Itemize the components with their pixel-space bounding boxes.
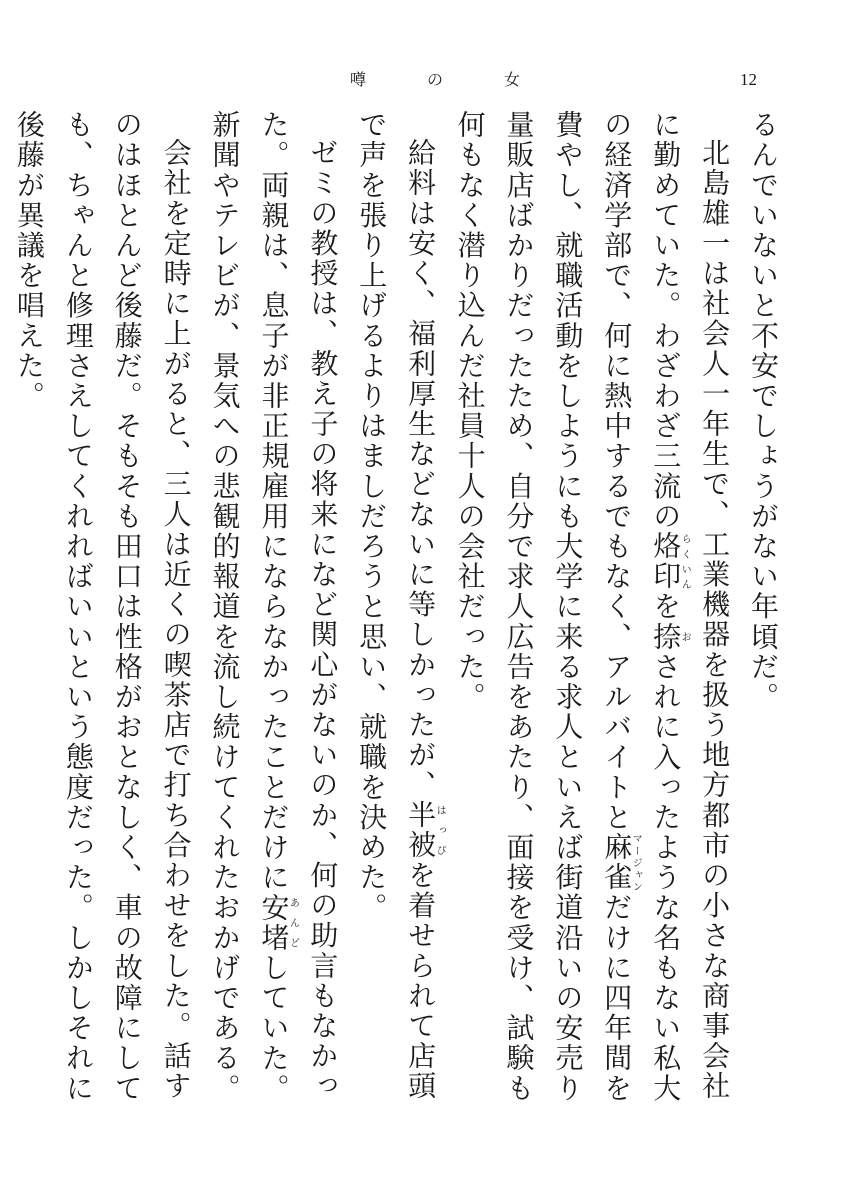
paragraph: [445, 110, 738, 1115]
text-run: していた。新聞やテレビが、景気への悲観的報道を流し続けてくれたおかげである。: [208, 110, 291, 1104]
ruby-word: [404, 800, 446, 861]
ruby-word: [649, 621, 691, 652]
paragraph: [200, 110, 347, 1115]
paragraph-text: 会社を定時に上がると、三人は近くの喫茶店で打ち合わせをした。話すのはほとんど後藤だ。そもそも田口は性格がおとなしく、車の故障にしても、ちゃんと修理さえしてくれればいいという態度だった。しかしそれに後藤が異議を唱えた。: [12, 110, 193, 1104]
paragraph-continuation: [738, 110, 787, 1115]
text-run: 給料は安く、福利厚生などないに等しかったが、: [404, 138, 438, 801]
ruby-word: [600, 832, 642, 893]
ruby-base: 安堵: [257, 892, 291, 953]
text-run: ゼミの教授は、教え子の将来になど関心がないのか、何の助言もなかった。両親は、息子が非正規雇用にならなかったことだけに: [257, 110, 340, 1102]
text-run: 北島雄一は社会人一年生で、工業機器を扱う地方都市の小さな商事会社に勤めていた。わざわざ三流の: [649, 110, 732, 1102]
paragraph: [346, 110, 444, 1115]
ruby-reading: らくいん: [679, 531, 691, 592]
running-head: [350, 70, 520, 90]
text-run: を着せられて店頭で声を張り上げるよりはましだろうと思い、就職を決めた。: [355, 110, 438, 1102]
ruby-base: 半被: [404, 800, 438, 861]
page-number: 12: [740, 70, 757, 89]
text-run: されに入ったような名もない私大の経済学部で、何に熱中するでもなく、アルバイトと: [600, 110, 683, 1104]
ruby-word: [649, 531, 691, 592]
ruby-word: [257, 892, 299, 953]
running-head-char: 女: [503, 70, 520, 89]
ruby-reading: お: [679, 621, 691, 652]
text-run: を: [649, 591, 683, 622]
ruby-base: 麻雀: [600, 832, 634, 893]
running-head-char: 噂: [350, 70, 367, 89]
ruby-reading: あんど: [287, 892, 299, 953]
running-head-char: の: [426, 70, 443, 89]
ruby-base: 烙印: [649, 531, 683, 592]
text-run: だけに四年間を費やし、就職活動をしようにも大学に来る求人といえば街道沿いの安売り量販店ばかりだったため、自分で求人広告をあたり、面接を受け、試験も何もなく潜り込んだ社員十人の会社だった。: [453, 110, 634, 1104]
ruby-reading: マージャン: [630, 832, 642, 893]
paragraph-text: るんでいないと不安でしょうがない年頃だ。: [747, 110, 780, 712]
ruby-reading: はっぴ: [434, 800, 446, 861]
ruby-base: 捺: [649, 621, 683, 652]
paragraph: [4, 110, 200, 1115]
dialogue-line: [0, 110, 4, 1115]
body-text: [12, 110, 787, 1115]
